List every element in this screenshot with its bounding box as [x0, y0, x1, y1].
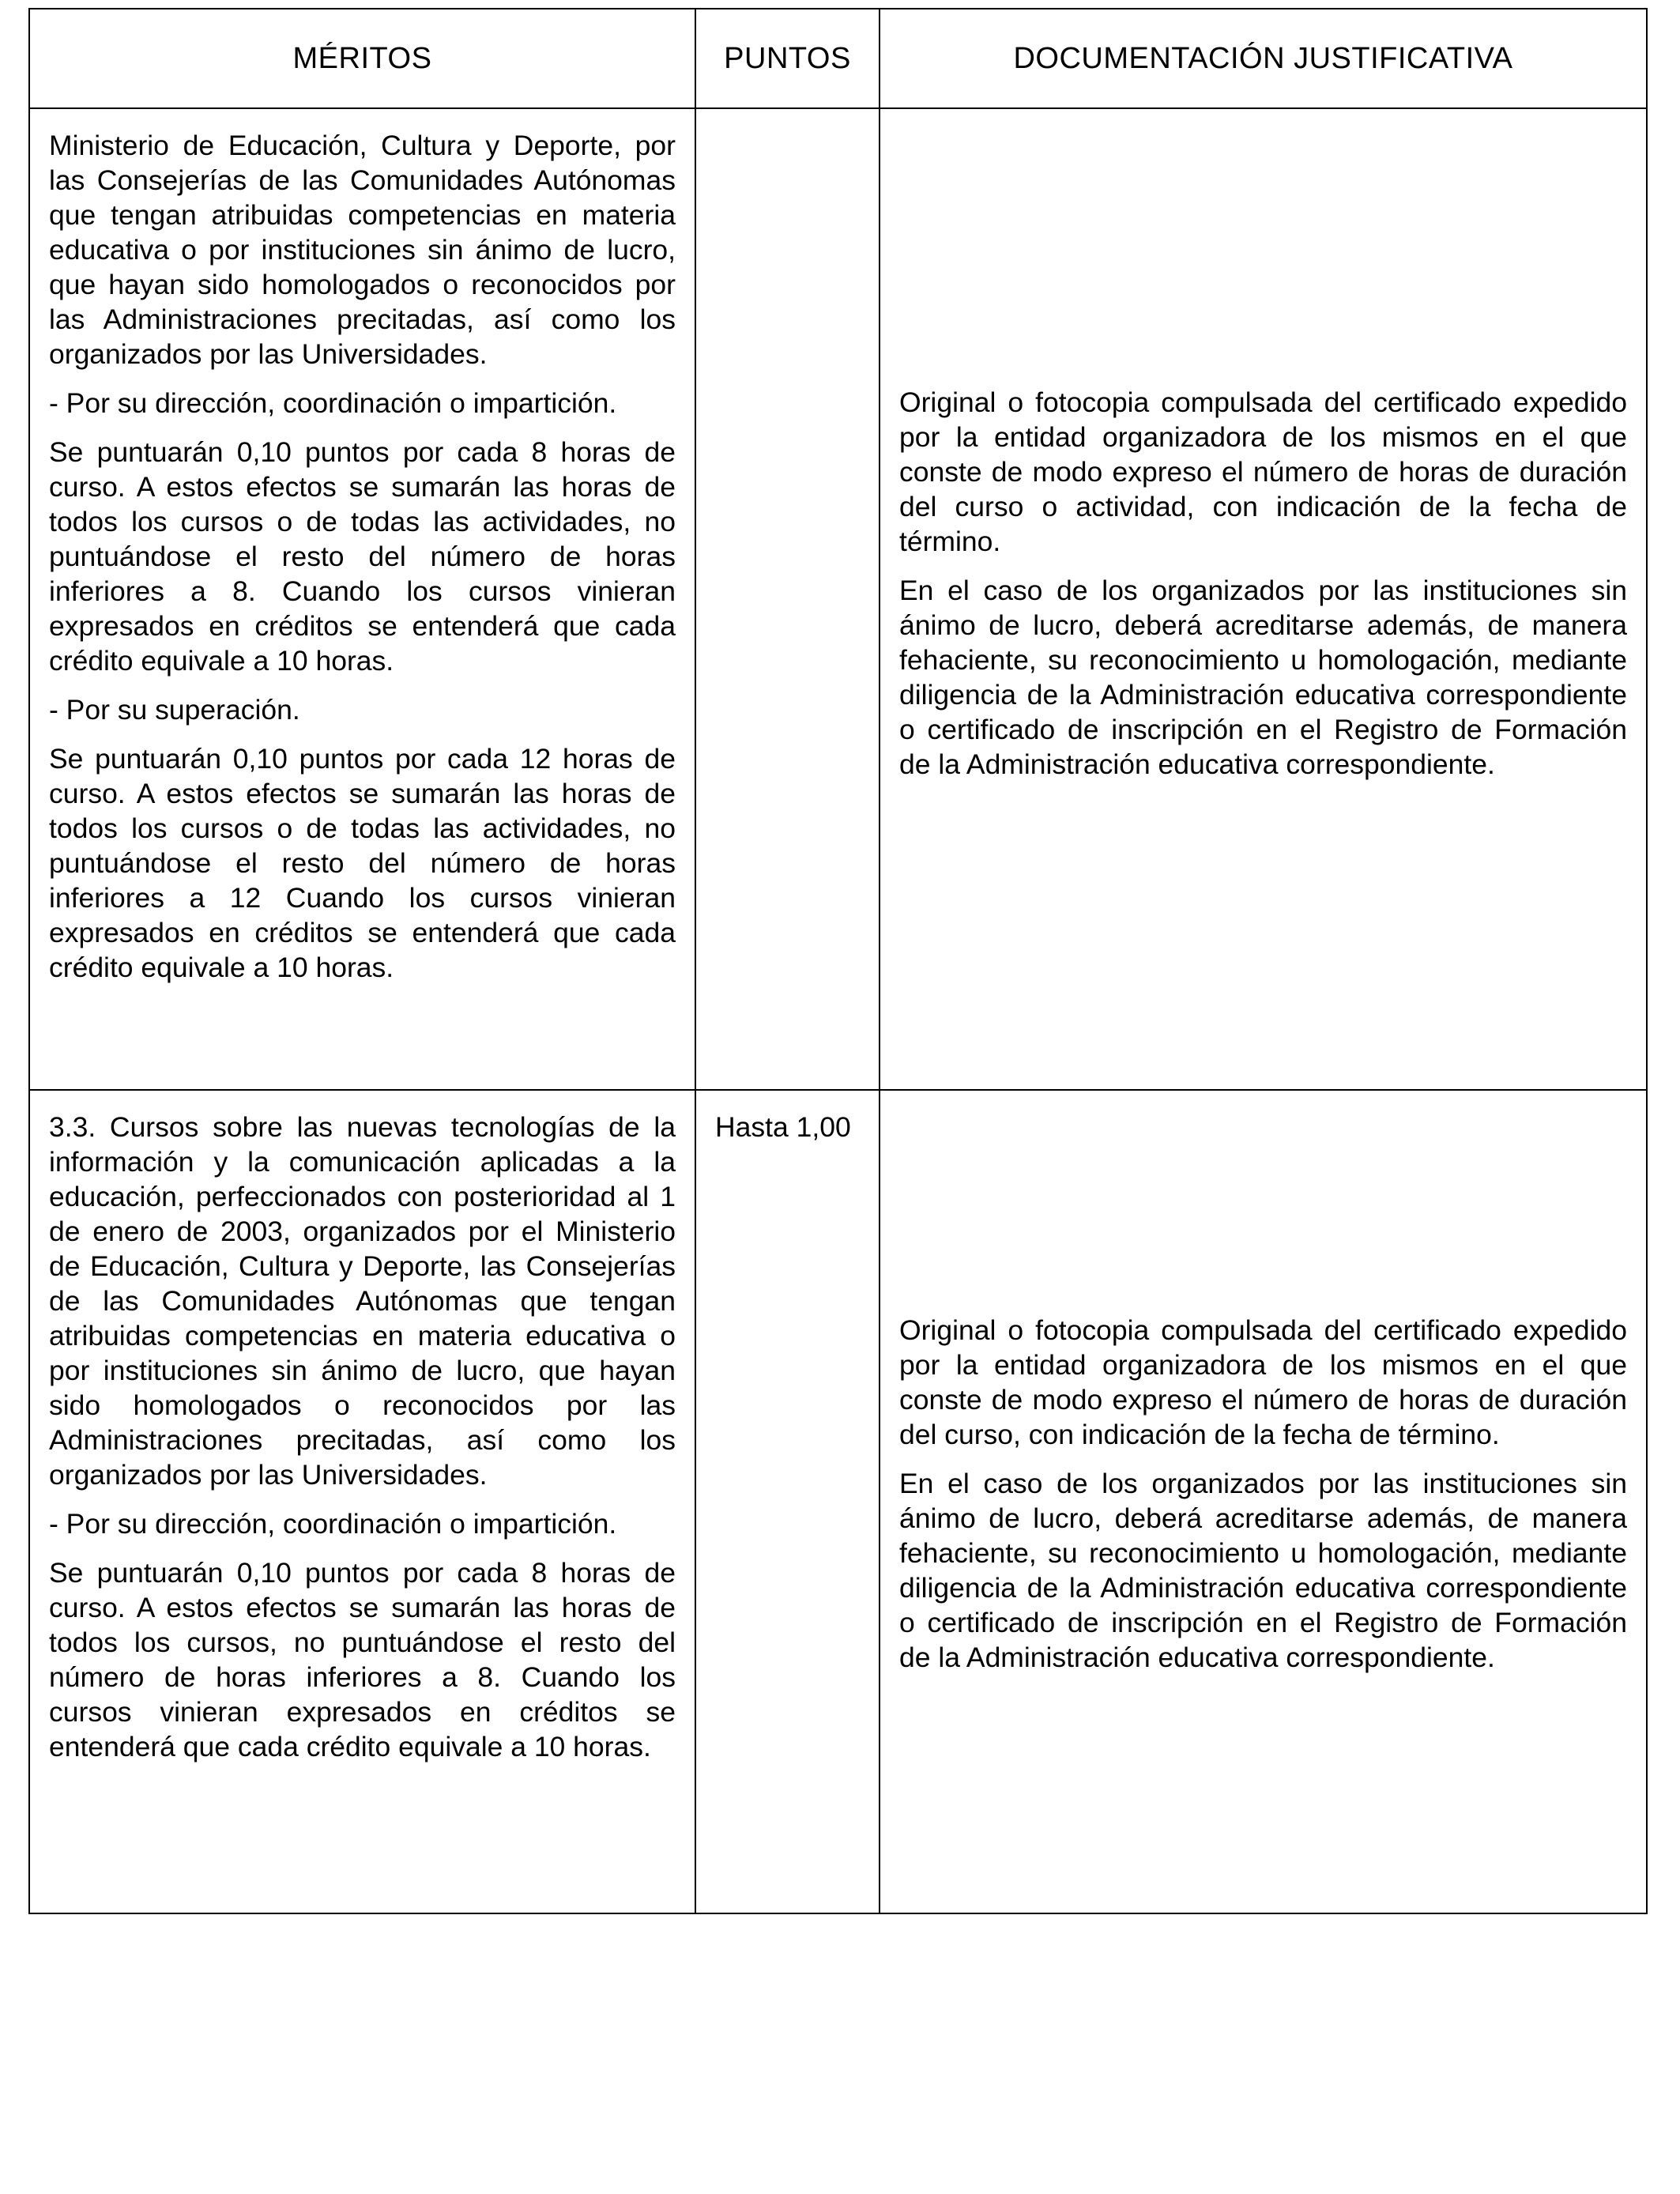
points-value: [696, 109, 879, 128]
table-row: [29, 108, 1647, 1090]
merits-cell: [29, 108, 695, 1090]
header-points: PUNTOS: [695, 9, 880, 108]
merits-table: [28, 8, 1648, 1914]
merits-paragraph: - Por su superación.: [49, 694, 300, 726]
merits-paragraph: - Por su dirección, coordinación o impartición.: [49, 387, 617, 419]
merits-paragraph: - Por su dirección, coordinación o impartición.: [49, 1508, 617, 1540]
documentation-cell: [880, 108, 1647, 1090]
merits-cell: [29, 1090, 695, 1913]
merits-paragraph: Se puntuarán 0,10 puntos por cada 8 horas de curso. A estos efectos se sumarán las horas de todos los cursos, no puntuándose el resto del número de horas inferiores a 8. Cuando los cursos vinieran expresados en créditos se entenderá que cada crédito equivale a 10 horas.: [49, 1557, 676, 1762]
documentation-paragraph: Original o fotocopia compulsada del certificado expedido por la entidad organizadora de los mismos en el que conste de modo expreso el número de horas de duración del curso o actividad, con indicación de la fecha de término.: [899, 386, 1627, 557]
documentation-cell: [880, 1090, 1647, 1913]
points-cell: [695, 108, 880, 1090]
header-documentation: DOCUMENTACIÓN JUSTIFICATIVA: [880, 9, 1647, 108]
merits-paragraph: Se puntuarán 0,10 puntos por cada 8 horas de curso. A estos efectos se sumarán las horas de todos los cursos o de todas las actividades, no puntuándose el resto del número de horas inferiores a 8. Cuando los cursos vinieran expresados en créditos se entenderá que cada crédito equivale a 10 horas.: [49, 436, 676, 677]
points-cell: [695, 1090, 880, 1913]
header-merits: MÉRITOS: [29, 9, 695, 108]
documentation-paragraph: Original o fotocopia compulsada del certificado expedido por la entidad organizadora de los mismos en el que conste de modo expreso el número de horas de duración del curso, con indicación de la fecha de término.: [899, 1314, 1627, 1450]
points-value: Hasta 1,00: [715, 1111, 851, 1143]
merits-paragraph: 3.3. Cursos sobre las nuevas tecnologías de la información y la comunicación aplicadas a la educación, perfeccionados con posterioridad al 1 de enero de 2003, organizados por el Ministerio de Educación, Cultura y Deporte, las Consejerías de las Comunidades Autónomas que tengan atribuidas competencias en materia educativa o por instituciones sin ánimo de lucro, que hayan sido homologados o reconocidos por las Administraciones precitadas, así como los organizados por las Universidades.: [49, 1111, 676, 1491]
merits-paragraph: Se puntuarán 0,10 puntos por cada 12 horas de curso. A estos efectos se sumarán las horas de todos los cursos o de todas las actividades, no puntuándose el resto del número de horas inferiores a 12 Cuando los cursos vinieran expresados en créditos se entenderá que cada crédito equivale a 10 horas.: [49, 743, 676, 983]
header-row: [29, 9, 1647, 108]
merits-paragraph: Ministerio de Educación, Cultura y Deporte, por las Consejerías de las Comunidades Autónomas que tengan atribuidas competencias en materia educativa o por instituciones sin ánimo de lucro, que hayan sido homologados o reconocidos por las Administraciones precitadas, así como los organizados por las Universidades.: [49, 130, 676, 370]
documentation-paragraph: En el caso de los organizados por las instituciones sin ánimo de lucro, deberá acreditarse además, de manera fehaciente, su reconocimiento u homologación, mediante diligencia de la Administración educativa correspondiente o certificado de inscripción en el Registro de Formación de la Administración educativa correspondiente.: [899, 1468, 1627, 1673]
documentation-paragraph: En el caso de los organizados por las instituciones sin ánimo de lucro, deberá acreditarse además, de manera fehaciente, su reconocimiento u homologación, mediante diligencia de la Administración educativa correspondiente o certificado de inscripción en el Registro de Formación de la Administración educativa correspondiente.: [899, 575, 1627, 780]
table-row: [29, 1090, 1647, 1913]
